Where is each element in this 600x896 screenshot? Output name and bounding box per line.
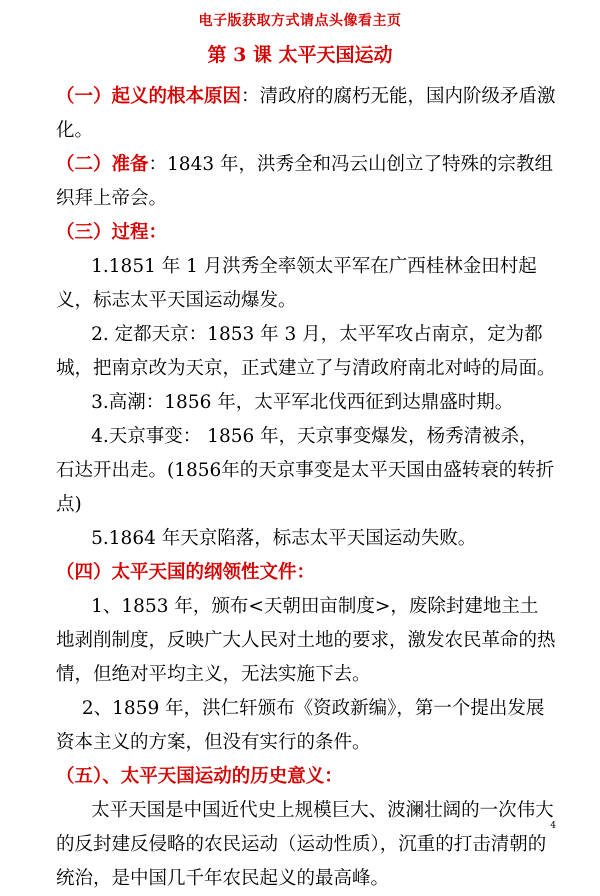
process-item-1: 1.1851 年 1 月洪秀全率领太平军在广西桂林金田村起义，标志太平天国运动爆发。 — [56, 256, 537, 311]
section-1 — [56, 80, 556, 148]
section-2 — [56, 148, 556, 216]
program-item-2: 2、1859 年，洪仁轩颁布《资政新编》，第一个提出发展资本主义的方案，但没有实行的条件。 — [56, 698, 545, 753]
header-note: 电子版获取方式请点头像看主页 — [198, 13, 402, 29]
section-5-heading: （五）、太平天国运动的历史意义： — [56, 766, 343, 787]
section-1-heading: （一）起义的根本原因 — [56, 86, 242, 107]
process-item-3: 3.高潮：1856 年，太平军北伐西征到达鼎盛时期。 — [91, 392, 514, 413]
page-number: 4 — [550, 821, 556, 831]
process-item-2: 2. 定都天京：1853 年 3 月，太平军攻占南京，定为都城，把南京改为天京，正式建立了与清政府南北对峙的局面。 — [56, 324, 556, 379]
lesson-title: 第 3 课 太平天国运动 — [207, 44, 393, 66]
process-item-4: 4.天京事变： 1856 年，天京事变爆发，杨秀清被杀，石达开出走。(1856年的天京事变是太平天国由盛转衰的转折点) — [56, 426, 555, 515]
program-item-1: 1、1853 年，颁布<天朝田亩制度>，废除封建地主土地剥削制度，反映广大人民对土地的要求，激发农民革命的热情，但绝对平均主义，无法实施下去。 — [56, 596, 556, 685]
section-1-colon: ： — [241, 86, 260, 107]
significance-text: 太平天国是中国近代史上规模巨大、波澜壮阔的一次伟大的反封建反侵略的农民运动（运动性质），沉重的打击清朝的统治，是中国几千年农民起义的最高峰。 — [56, 800, 554, 889]
section-2-heading: （二）准备 — [56, 154, 149, 175]
section-4-heading: （四）太平天国的纲领性文件： — [56, 562, 316, 583]
section-1-text: 清政府的腐朽无能，国内阶级矛盾激化。 — [56, 86, 556, 141]
section-2-colon: ： — [148, 154, 168, 175]
document-body — [56, 80, 556, 896]
process-item-5: 5.1864 年天京陷落，标志太平天国运动失败。 — [91, 528, 477, 549]
section-3-heading: （三）过程： — [56, 222, 168, 243]
section-2-text: 1843 年，洪秀全和冯云山创立了特殊的宗教组织拜上帝会。 — [56, 154, 553, 209]
